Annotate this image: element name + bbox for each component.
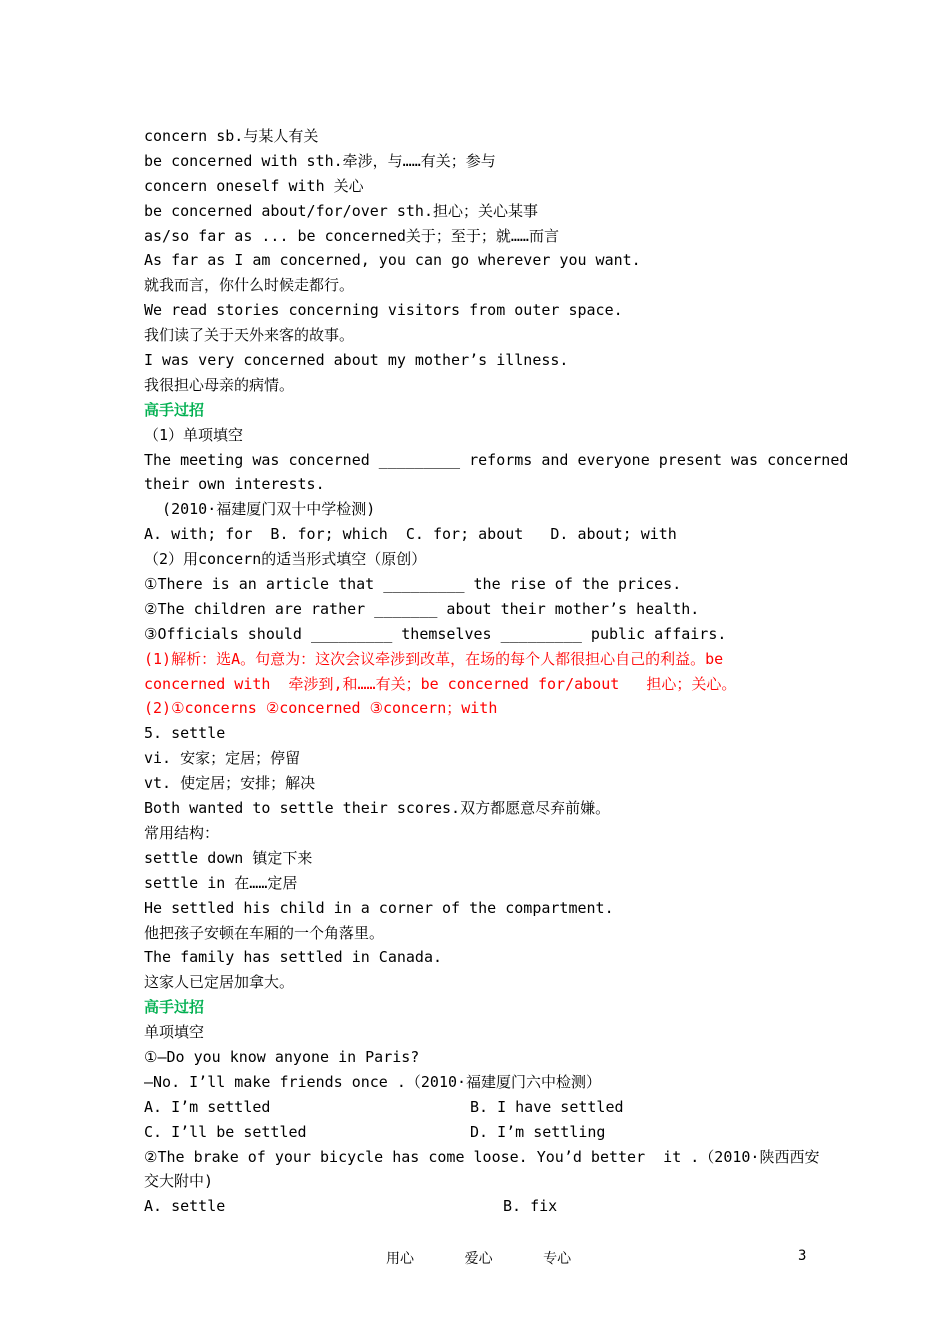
option-a: A. I’m settled bbox=[144, 1097, 271, 1116]
text-line: The family has settled in Canada. bbox=[144, 948, 443, 967]
text-line: settle in 在……定居 bbox=[144, 873, 298, 892]
page-number: 3 bbox=[798, 1248, 807, 1264]
text-line: ①—Do you know anyone in Paris? bbox=[144, 1047, 420, 1066]
text-line: 他把孩子安顿在车厢的一个角落里。 bbox=[144, 923, 385, 942]
text-line: vt. 使定居；安排；解决 bbox=[144, 774, 316, 793]
page-footer bbox=[0, 1248, 950, 1268]
text-line: We read stories concerning visitors from outer space. bbox=[144, 301, 623, 320]
text-line: ①There is an article that _________ the rise of the prices. bbox=[144, 575, 682, 594]
text-line: concern sb.与某人有关 bbox=[144, 127, 319, 145]
text-line: （1）单项填空 bbox=[144, 425, 244, 444]
text-line: 这家人已定居加拿大。 bbox=[144, 973, 295, 992]
text-line: He settled his child in a corner of the compartment. bbox=[144, 898, 614, 917]
option-d: D. I’m settling bbox=[470, 1122, 606, 1141]
text-line: their own interests. bbox=[144, 475, 325, 494]
text-line: 就我而言，你什么时候走都行。 bbox=[144, 276, 355, 295]
option-b: B. fix bbox=[503, 1197, 558, 1216]
option-a: A. settle bbox=[144, 1197, 226, 1216]
option-b: B. I have settled bbox=[470, 1097, 624, 1116]
option-row bbox=[144, 1194, 808, 1219]
text-line: I was very concerned about my mother’s illness. bbox=[144, 351, 569, 370]
text-line: 5. settle bbox=[144, 724, 226, 743]
text-line: be concerned with sth.牵涉，与……有关；参与 bbox=[144, 151, 496, 170]
text-line: concern oneself with 关心 bbox=[144, 176, 364, 195]
option-row bbox=[144, 1120, 808, 1145]
text-line: 单项填空 bbox=[144, 1023, 205, 1042]
text-line: 交大附中) bbox=[144, 1172, 214, 1191]
text-line: settle down 镇定下来 bbox=[144, 848, 313, 867]
text-line: be concerned about/for/over sth.担心；关心某事 bbox=[144, 201, 538, 220]
text-line: ②The children are rather _______ about their mother’s health. bbox=[144, 599, 700, 618]
answer-line: concerned with 牵涉到,和……有关；be concerned for/about 担心；关心。 bbox=[144, 674, 737, 693]
text-line: 常用结构： bbox=[144, 823, 220, 842]
text-line: As far as I am concerned, you can go wherever you want. bbox=[144, 251, 641, 270]
footer-motto: 用心 爱心 专心 bbox=[386, 1251, 572, 1267]
text-line: Both wanted to settle their scores.双方都愿意尽弃前嫌。 bbox=[144, 799, 611, 818]
text-line: 我们读了关于天外来客的故事。 bbox=[144, 326, 355, 345]
section-heading: 高手过招 bbox=[144, 400, 205, 419]
section-heading: 高手过招 bbox=[144, 998, 205, 1017]
text-line: 我很担心母亲的病情。 bbox=[144, 375, 295, 394]
text-line: （2）用concern的适当形式填空（原创） bbox=[144, 550, 427, 569]
text-line: (2010·福建厦门双十中学检测) bbox=[144, 500, 376, 519]
option-c: C. I’ll be settled bbox=[144, 1122, 307, 1141]
text-line: vi. 安家；定居；停留 bbox=[144, 749, 301, 768]
text-line: A. with; for B. for; which C. for; about D. about; with bbox=[144, 525, 677, 544]
text-line: ②The brake of your bicycle has come loose. You’d better it .（2010·陕西西安 bbox=[144, 1147, 820, 1166]
answer-line: (1)解析：选A。句意为：这次会议牵涉到改革，在场的每个人都很担心自己的利益。be bbox=[144, 649, 724, 668]
page-content bbox=[144, 124, 849, 1219]
text-line: —No. I’ll make friends once .（2010·福建厦门六中检测） bbox=[144, 1072, 602, 1091]
text-line: as/so far as ... be concerned关于；至于；就……而言 bbox=[144, 226, 559, 245]
option-row bbox=[144, 1095, 808, 1120]
text-line: The meeting was concerned _________ reforms and everyone present was concerned bbox=[144, 450, 849, 469]
answer-line: (2)①concerns ②concerned ③concern；with bbox=[144, 699, 498, 718]
text-line: ③Officials should _________ themselves _________ public affairs. bbox=[144, 624, 727, 643]
